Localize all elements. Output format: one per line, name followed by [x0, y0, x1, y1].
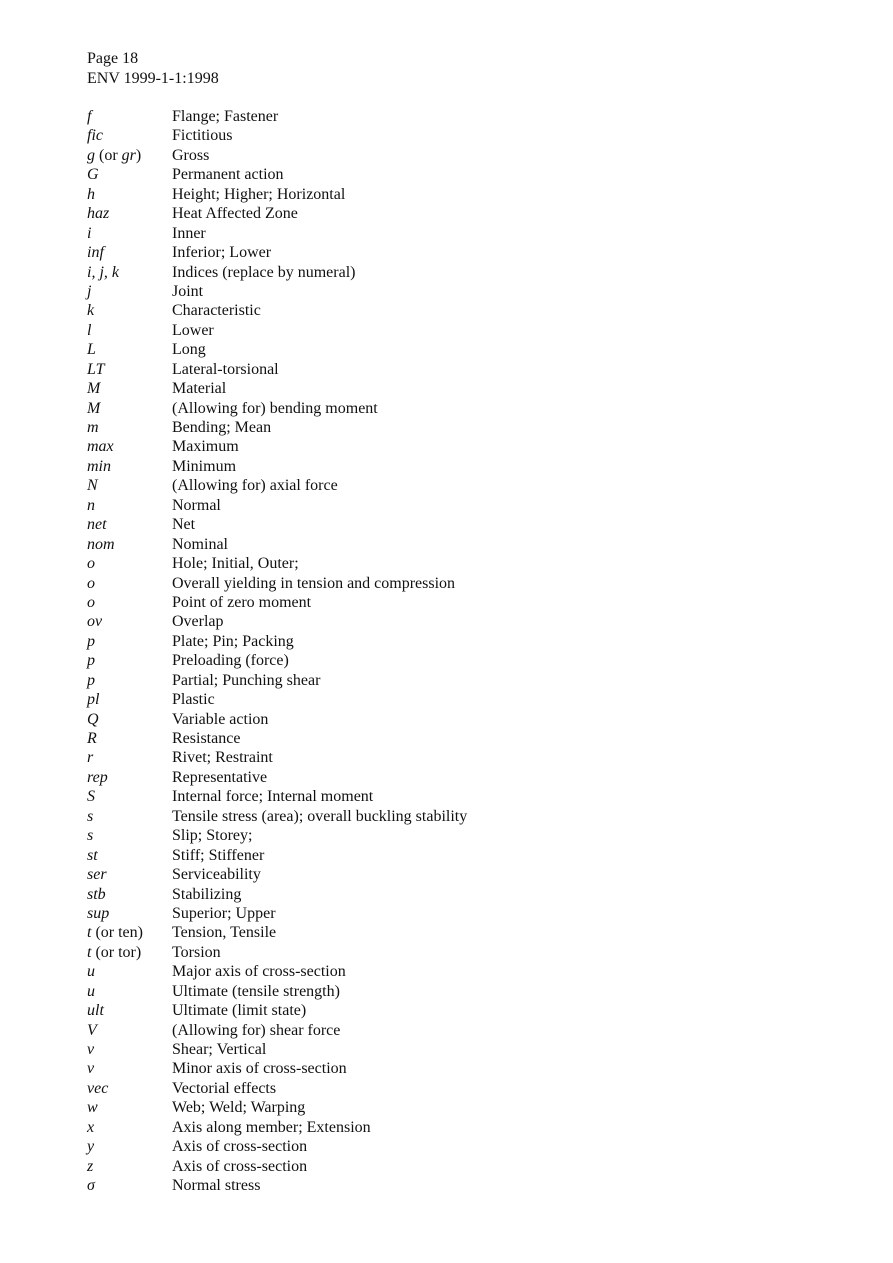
- symbol-definition: Normal: [172, 496, 221, 514]
- symbol-definition: Ultimate (tensile strength): [172, 982, 340, 1000]
- symbol-row: [87, 885, 847, 904]
- symbol-part: o: [87, 574, 95, 592]
- symbol-part: haz: [87, 205, 110, 223]
- symbol-row: [87, 185, 847, 204]
- symbol-definition: Gross: [172, 146, 210, 164]
- symbol-term: [87, 612, 102, 631]
- symbol-term: [87, 204, 109, 223]
- symbol-definition: Long: [172, 341, 206, 359]
- symbol-definition: Point of zero moment: [172, 593, 312, 611]
- symbol-part: inf: [87, 244, 104, 262]
- symbol-part: v: [87, 1060, 95, 1078]
- symbol-term: [87, 185, 95, 204]
- symbol-definition: Permanent action: [172, 166, 284, 184]
- symbol-part: w: [87, 1099, 98, 1117]
- symbol-definition: (Allowing for) shear force: [172, 1021, 341, 1039]
- page-number: Page 18: [87, 50, 139, 67]
- symbol-row: [87, 1040, 847, 1059]
- symbol-part: l: [87, 321, 92, 339]
- symbol-row: [87, 1137, 847, 1156]
- symbol-definition: Lower: [172, 321, 214, 339]
- symbol-part: (or tor): [91, 943, 142, 961]
- symbol-definition: Lateral-torsional: [172, 360, 279, 378]
- symbol-term: [87, 729, 97, 748]
- symbol-definition: Fictitious: [172, 127, 233, 145]
- symbol-term: [87, 651, 95, 670]
- symbol-definition: Height; Higher; Horizontal: [172, 185, 346, 203]
- symbol-part: p: [87, 671, 95, 689]
- symbol-row: [87, 651, 847, 670]
- symbol-part: M: [87, 399, 101, 417]
- symbol-row: [87, 865, 847, 884]
- symbol-row: [87, 1098, 847, 1117]
- symbol-definition: Joint: [172, 282, 204, 300]
- symbol-part: Q: [87, 710, 99, 728]
- symbol-part: L: [87, 341, 96, 359]
- symbol-part: ult: [87, 1002, 104, 1020]
- symbol-term: [87, 263, 119, 282]
- symbol-row: [87, 418, 847, 437]
- symbol-definition: Preloading (force): [172, 652, 289, 670]
- symbol-part: o: [87, 593, 95, 611]
- symbol-row: [87, 1021, 847, 1040]
- symbol-row: [87, 768, 847, 787]
- symbol-term: [87, 418, 99, 437]
- symbol-row: [87, 554, 847, 573]
- symbol-term: [87, 1137, 94, 1156]
- symbol-term: [87, 632, 95, 651]
- symbol-part: o: [87, 555, 95, 573]
- symbol-term: [87, 962, 95, 981]
- symbol-term: [87, 1040, 94, 1059]
- symbol-term: [87, 515, 107, 534]
- symbol-row: [87, 962, 847, 981]
- symbol-row: [87, 535, 847, 554]
- symbol-row: [87, 1059, 847, 1078]
- symbol-row: [87, 710, 847, 729]
- symbol-definition: Characteristic: [172, 302, 261, 320]
- symbol-definition: Plastic: [172, 691, 215, 709]
- symbol-row: [87, 399, 847, 418]
- symbol-term: [87, 1001, 104, 1020]
- symbol-row: [87, 204, 847, 223]
- symbol-row: [87, 496, 847, 515]
- symbol-term: [87, 476, 98, 495]
- subscript-symbol-list: [87, 107, 847, 1196]
- symbol-term: [87, 360, 104, 379]
- symbol-row: [87, 1118, 847, 1137]
- symbol-term: [87, 1079, 108, 1098]
- symbol-row: [87, 982, 847, 1001]
- symbol-term: [87, 282, 91, 301]
- symbol-part: LT: [87, 360, 105, 378]
- symbol-part: pl: [87, 691, 100, 709]
- symbol-row: [87, 379, 847, 398]
- symbol-row: [87, 457, 847, 476]
- symbol-term: [87, 690, 99, 709]
- symbol-part: S: [87, 788, 95, 806]
- symbol-row: [87, 224, 847, 243]
- symbol-definition: Inferior; Lower: [172, 244, 272, 262]
- symbol-term: [87, 1176, 95, 1195]
- symbol-row: [87, 1001, 847, 1020]
- symbol-definition: Minor axis of cross-section: [172, 1060, 347, 1078]
- symbol-definition: Axis of cross-section: [172, 1157, 308, 1175]
- symbol-term: [87, 437, 114, 456]
- symbol-part: n: [87, 496, 95, 514]
- symbol-term: [87, 748, 93, 767]
- symbol-term: [87, 301, 94, 320]
- symbol-row: [87, 671, 847, 690]
- symbol-term: [87, 321, 91, 340]
- symbol-term: [87, 1059, 94, 1078]
- symbol-part: i: [87, 224, 92, 242]
- symbol-row: [87, 748, 847, 767]
- symbol-part: gr: [121, 146, 136, 164]
- symbol-row: [87, 1079, 847, 1098]
- symbol-part: min: [87, 457, 111, 475]
- symbol-row: [87, 340, 847, 359]
- symbol-term: [87, 146, 141, 165]
- symbol-row: [87, 165, 847, 184]
- standard-reference: ENV 1999-1-1:1998: [87, 69, 219, 87]
- symbol-definition: Serviceability: [172, 866, 261, 884]
- symbol-part: m: [87, 419, 99, 436]
- symbol-row: [87, 593, 847, 612]
- symbol-definition: Rivet; Restraint: [172, 749, 273, 767]
- symbol-definition: Variable action: [172, 710, 269, 728]
- symbol-row: [87, 282, 847, 301]
- symbol-term: [87, 865, 107, 884]
- symbol-term: [87, 399, 100, 418]
- symbol-definition: Bending; Mean: [172, 419, 272, 436]
- symbol-part: ser: [87, 866, 107, 884]
- symbol-term: [87, 1098, 98, 1117]
- symbol-part: net: [87, 516, 107, 534]
- symbol-term: [87, 923, 143, 942]
- symbol-definition: Resistance: [172, 730, 241, 747]
- symbol-definition: Major axis of cross-section: [172, 963, 346, 981]
- symbol-row: [87, 729, 847, 748]
- symbol-definition: Inner: [172, 224, 206, 242]
- symbol-definition: Stiff; Stiffener: [172, 846, 265, 864]
- symbol-definition: Ultimate (limit state): [172, 1002, 307, 1020]
- symbol-part: sup: [87, 904, 110, 922]
- symbol-term: [87, 165, 99, 184]
- symbol-term: [87, 554, 95, 573]
- symbol-definition: Partial; Punching shear: [172, 671, 321, 689]
- symbol-term: [87, 904, 109, 923]
- symbol-part: t: [87, 943, 92, 961]
- symbol-row: [87, 632, 847, 651]
- symbol-row: [87, 612, 847, 631]
- symbol-term: [87, 224, 91, 243]
- symbol-part: V: [87, 1021, 97, 1039]
- symbol-part: v: [87, 1041, 95, 1058]
- symbol-term: [87, 126, 103, 145]
- symbol-definition: Overall yielding in tension and compression: [172, 574, 456, 592]
- symbol-row: [87, 574, 847, 593]
- symbol-row: [87, 243, 847, 262]
- symbol-part: rep: [87, 768, 108, 786]
- symbol-part: u: [87, 963, 95, 981]
- symbol-part: j: [87, 282, 92, 300]
- symbol-part: stb: [87, 885, 106, 903]
- symbol-row: [87, 146, 847, 165]
- symbol-row: [87, 826, 847, 845]
- symbol-term: [87, 243, 104, 262]
- symbol-part: f: [87, 108, 92, 125]
- symbol-row: [87, 1176, 847, 1195]
- symbol-part: max: [87, 438, 114, 456]
- symbol-definition: Net: [172, 516, 196, 534]
- symbol-definition: Minimum: [172, 457, 237, 475]
- symbol-term: [87, 1021, 97, 1040]
- symbol-part: x: [87, 1118, 95, 1136]
- symbol-definition: Flange; Fastener: [172, 108, 279, 125]
- symbol-term: [87, 710, 99, 729]
- symbol-row: [87, 690, 847, 709]
- symbol-part: t: [87, 924, 92, 942]
- symbol-definition: Maximum: [172, 438, 239, 456]
- symbol-definition: Slip; Storey;: [172, 827, 253, 845]
- symbol-part: fic: [87, 127, 103, 145]
- symbol-term: [87, 379, 100, 398]
- symbol-term: [87, 340, 96, 359]
- symbol-definition: (Allowing for) axial force: [172, 477, 338, 495]
- symbol-part: N: [87, 477, 98, 495]
- symbol-part: s: [87, 827, 94, 845]
- symbol-row: [87, 904, 847, 923]
- symbol-row: [87, 515, 847, 534]
- symbol-definition: Torsion: [172, 943, 221, 961]
- symbol-definition: Stabilizing: [172, 885, 242, 903]
- symbol-term: [87, 535, 115, 554]
- symbol-definition: Tension, Tensile: [172, 924, 277, 942]
- symbol-term: [87, 787, 95, 806]
- symbol-row: [87, 1157, 847, 1176]
- symbol-term: [87, 807, 93, 826]
- symbol-definition: Heat Affected Zone: [172, 205, 298, 223]
- symbol-part: z: [87, 1157, 94, 1175]
- symbol-row: [87, 476, 847, 495]
- symbol-term: [87, 826, 93, 845]
- symbol-definition: Axis along member; Extension: [172, 1118, 371, 1136]
- symbol-definition: Plate; Pin; Packing: [172, 632, 294, 650]
- symbol-part: p: [87, 632, 95, 650]
- symbol-part: (or ten): [91, 924, 143, 942]
- symbol-definition: Web; Weld; Warping: [172, 1099, 306, 1117]
- symbol-part: vec: [87, 1079, 109, 1097]
- symbol-term: [87, 457, 111, 476]
- symbol-term: [87, 496, 95, 515]
- symbol-part: M: [87, 380, 101, 398]
- symbol-term: [87, 574, 95, 593]
- symbol-part: r: [87, 749, 94, 767]
- symbol-row: [87, 126, 847, 145]
- symbol-definition: Normal stress: [172, 1177, 261, 1195]
- symbol-part: G: [87, 166, 99, 184]
- symbol-row: [87, 263, 847, 282]
- symbol-row: [87, 846, 847, 865]
- symbol-definition: (Allowing for) bending moment: [172, 399, 378, 417]
- symbol-part: nom: [87, 535, 115, 553]
- symbol-term: [87, 846, 98, 865]
- symbol-row: [87, 943, 847, 962]
- symbol-definition: Tensile stress (area); overall buckling stability: [172, 807, 468, 825]
- symbol-term: [87, 107, 91, 126]
- symbol-row: [87, 437, 847, 456]
- symbol-term: [87, 982, 95, 1001]
- symbol-definition: Hole; Initial, Outer;: [172, 555, 299, 573]
- symbol-row: [87, 301, 847, 320]
- symbol-term: [87, 943, 141, 962]
- symbol-definition: Internal force; Internal moment: [172, 788, 374, 806]
- symbol-row: [87, 923, 847, 942]
- symbol-term: [87, 671, 95, 690]
- symbol-definition: Representative: [172, 768, 268, 786]
- symbol-row: [87, 787, 847, 806]
- symbol-term: [87, 1118, 94, 1137]
- symbol-definition: Shear; Vertical: [172, 1041, 267, 1058]
- symbol-part: st: [87, 846, 98, 864]
- symbol-term: [87, 885, 106, 904]
- symbol-row: [87, 360, 847, 379]
- symbol-definition: Nominal: [172, 535, 228, 553]
- symbol-part: k: [87, 302, 95, 320]
- symbol-term: [87, 768, 108, 787]
- symbol-definition: Material: [172, 380, 227, 398]
- symbol-definition: Axis of cross-section: [172, 1138, 308, 1156]
- symbol-part: s: [87, 807, 94, 825]
- symbol-definition: Superior; Upper: [172, 904, 276, 922]
- symbol-definition: Vectorial effects: [172, 1079, 277, 1097]
- symbol-term: [87, 593, 95, 612]
- symbol-row: [87, 107, 847, 126]
- symbol-part: i, j, k: [87, 263, 119, 281]
- symbol-term: [87, 1157, 93, 1176]
- symbol-part: y: [87, 1138, 95, 1156]
- symbol-part: u: [87, 982, 95, 1000]
- symbol-part: g: [87, 146, 95, 164]
- symbol-part: σ: [87, 1177, 95, 1195]
- symbol-part: ): [135, 146, 142, 164]
- symbol-part: (or: [95, 146, 122, 164]
- page-header: [87, 49, 219, 88]
- symbol-definition: Indices (replace by numeral): [172, 263, 356, 281]
- symbol-part: p: [87, 652, 95, 670]
- symbol-part: R: [87, 730, 97, 747]
- symbol-row: [87, 807, 847, 826]
- symbol-definition: Overlap: [172, 613, 224, 631]
- symbol-row: [87, 321, 847, 340]
- symbol-part: ov: [87, 613, 103, 631]
- symbol-part: h: [87, 185, 95, 203]
